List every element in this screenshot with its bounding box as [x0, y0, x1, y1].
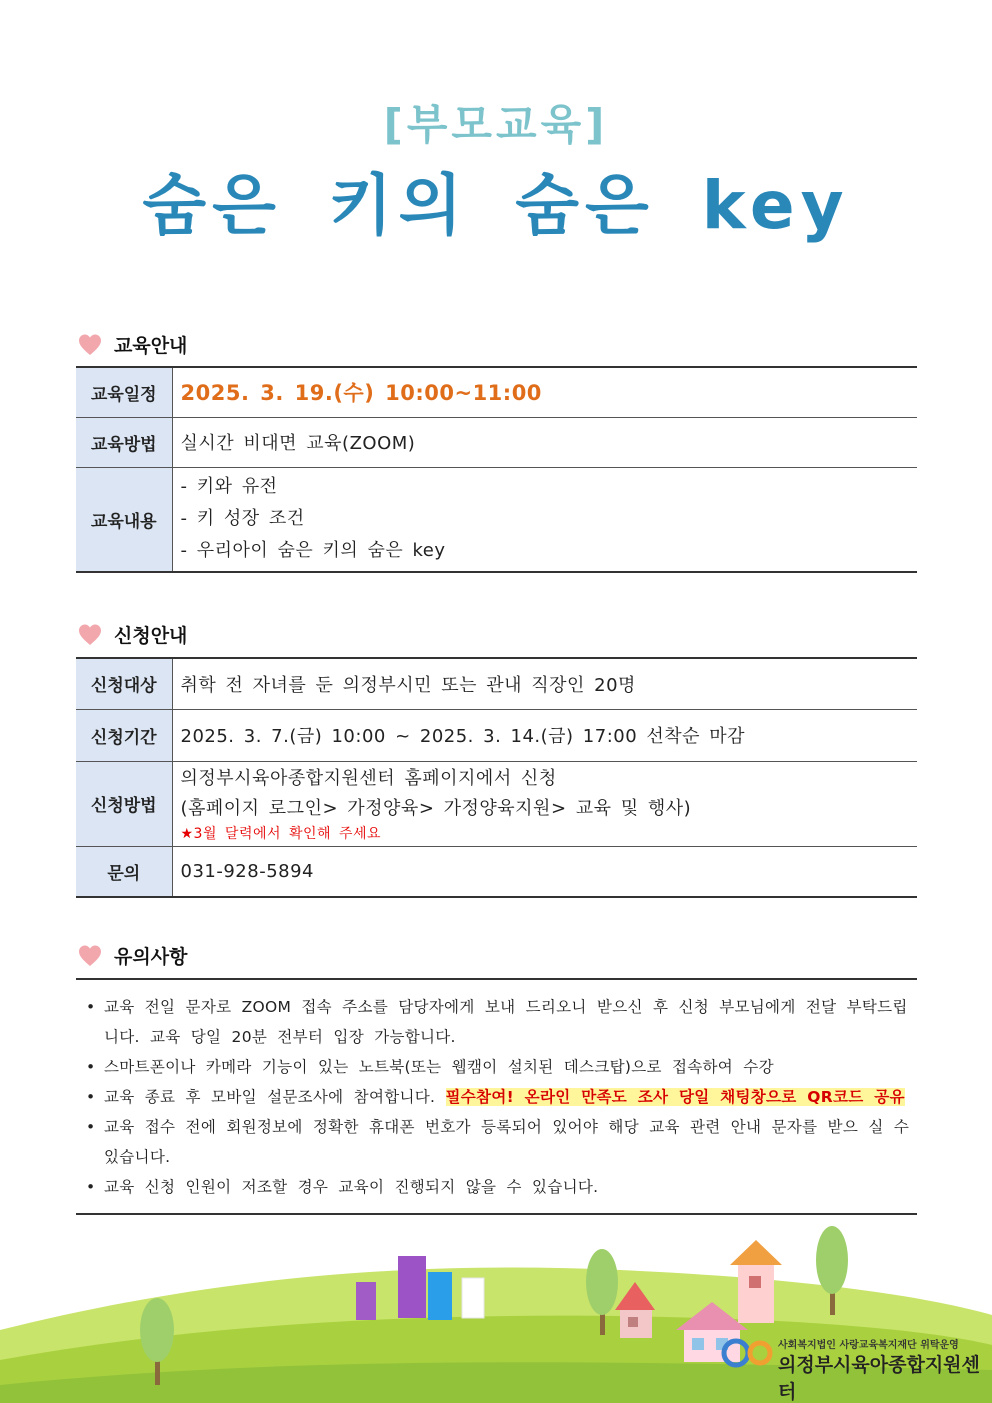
section-title-application: 신청안내 [114, 625, 188, 647]
notes-list-box [76, 978, 917, 1215]
list-item: • 교육 접수 전에 회원정보에 정확한 휴대폰 번호가 등록되어 있어야 해당 교육 관련 안내 문자를 받으 실 수 있습니다. [82, 1112, 911, 1172]
note-highlight: 필수참여! 온라인 만족도 조사 당일 채팅창으로 QR코드 공유 [445, 1088, 905, 1106]
heart-icon [78, 944, 102, 968]
heart-icon [78, 333, 102, 357]
content-item: - 키 성장 조건 [180, 508, 305, 530]
apply-method-line: 의정부시육아종합지원센터 홈페이지에서 신청 [180, 767, 557, 789]
org-name: 의정부시육아종합지원센터 [778, 1354, 980, 1403]
contact-label: 문의 [76, 846, 172, 897]
list-item: • 스마트폰이나 카메라 기능이 있는 노트북(또는 웹캠이 설치된 데스크탑)으로 접속하여 수강 [82, 1052, 911, 1082]
list-item: • 교육 전일 문자로 ZOOM 접속 주소를 담당자에게 보내 드리오니 받으신 후 신청 부모님에게 전달 부탁드립니다. 교육 당일 20분 전부터 입장 가능합니다. [82, 992, 911, 1052]
buildings-icon [356, 1256, 484, 1320]
table-row [76, 467, 917, 572]
schedule-label: 교육일정 [76, 367, 172, 417]
application-table [76, 657, 917, 898]
table-row [76, 846, 917, 897]
heart-icon [78, 623, 102, 647]
contact-value: 031-928-5894 [172, 846, 917, 897]
content-item: - 키와 유전 [180, 476, 278, 498]
apply-method-label: 신청방법 [76, 761, 172, 846]
list-item: • 교육 신청 인원이 저조할 경우 교육이 진행되지 않을 수 있습니다. [82, 1172, 911, 1202]
table-row [76, 367, 917, 417]
period-value: 2025. 3. 7.(금) 10:00 ~ 2025. 3. 14.(금) 17:00 선착순 마감 [172, 709, 917, 761]
section-title-notes: 유의사항 [114, 946, 188, 968]
section-application-heading [78, 621, 187, 648]
education-table [76, 366, 917, 573]
target-value: 취학 전 자녀를 둔 의정부시민 또는 관내 직장인 20명 [180, 674, 636, 696]
note-text: 교육 종료 후 모바일 설문조사에 참여합니다. [104, 1088, 446, 1106]
content-label: 교육내용 [76, 467, 172, 572]
table-row [76, 709, 917, 761]
method-value: 실시간 비대면 교육(ZOOM) [172, 417, 917, 467]
apply-method-line: (홈페이지 로그인> 가정양육> 가정양육지원> 교육 및 행사) [180, 797, 692, 819]
org-subtext: 사회복지법인 사랑교육복지재단 위탁운영 [778, 1340, 959, 1351]
content-item: - 우리아이 숨은 키의 숨은 key [180, 540, 446, 562]
method-label: 교육방법 [76, 417, 172, 467]
apply-method-note: ★3월 달력에서 확인해 주세요 [180, 825, 382, 842]
table-row [76, 761, 917, 846]
section-notes-heading [78, 942, 187, 969]
target-label: 신청대상 [76, 658, 172, 709]
table-row [76, 417, 917, 467]
schedule-value: 2025. 3. 19.(수) 10:00~11:00 [180, 381, 542, 406]
period-label: 신청기간 [76, 709, 172, 761]
list-item [82, 1082, 911, 1112]
section-education-heading [78, 331, 187, 358]
table-row [76, 658, 917, 709]
notes-list [76, 980, 917, 1202]
page-subtitle: [부모교육] [383, 100, 609, 149]
section-title-education: 교육안내 [114, 335, 188, 357]
page-title: 숨은 키의 숨은 key [142, 167, 850, 244]
